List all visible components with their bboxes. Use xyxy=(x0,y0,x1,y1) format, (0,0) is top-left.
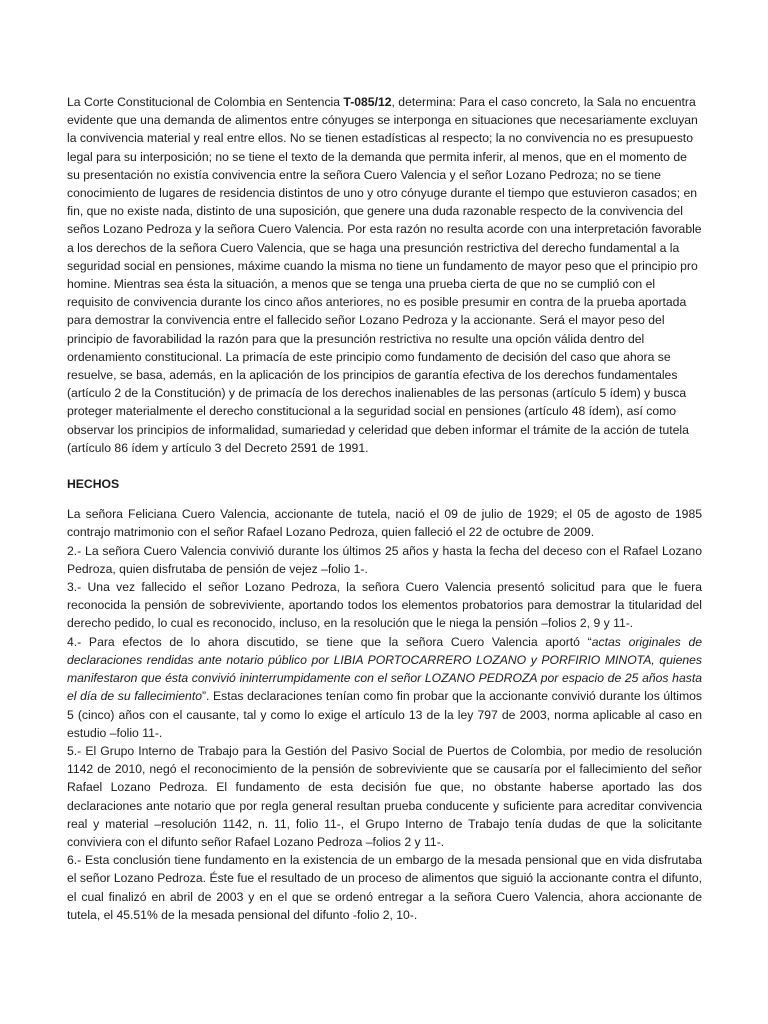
hecho-5: 5.- El Grupo Interno de Trabajo para la Gestión del Pasivo Social de Puertos de Colombia, por medio de resolución 1142 de 2010, negó el reconocimiento de la pensión de sobreviviente que se causaría por el fallecimiento del señor Rafael Lozano Pedroza. El fundamento de esta decisión fue que, no obstante haberse aportado las dos declaraciones ante notario que por regla general resultan prueba conducente y suficiente para acreditar convivencia real y material –resolución 1142, n. 11, folio 11-, el Grupo Interno de Trabajo tenía dudas de que la solicitante conviviera con el difunto señor Rafael Lozano Pedroza –folios 2 y 11-. xyxy=(67,743,702,849)
document-page xyxy=(67,93,702,924)
hecho-4-quote: actas originales de declaraciones rendidas ante notario público por LIBIA PORTOCARRERO LOZANO y PORFIRIO MINOTA, quienes manifestaron que ésta convivió ininterrumpidamente con el señor LOZANO PEDROZA por espacio de 25 años hasta el día de su fallecimiento xyxy=(67,634,702,704)
hecho-4 xyxy=(67,633,702,742)
hecho-4-rest: ”. Estas declaraciones tenían como fin probar que la accionante convivió durante los últimos 5 (cinco) años con el causante, tal y como lo exige el artículo 13 de la ley 797 de 2003, norma aplicable al caso en estudio –folio 11-. xyxy=(67,689,703,740)
sentence-reference: T-085/12 xyxy=(343,95,392,109)
hecho-6: 6.- Esta conclusión tiene fundamento en la existencia de un embargo de la mesada pensional que en vida disfrutaba el señor Lozano Pedroza. Éste fue el resultado de un proceso de alimentos que siguió la accionante contra el difunto, el cual finalizó en abril de 2003 y en el que se ordenó entregar a la señora Cuero Valencia, ahora accionante de tutela, el 45.51% de la mesada pensional del difunto -folio 2, 10-. xyxy=(67,853,702,922)
intro-paragraph xyxy=(67,93,702,457)
hecho-3: 3.- Una vez fallecido el señor Lozano Pedroza, la señora Cuero Valencia presentó solicitud para que le fuera reconocida la pensión de sobreviviente, aportando todos los elementos probatorios para demostrar la titularidad del derecho pedido, lo cual es reconocido, incluso, en la resolución que le niega la pensión –folios 2, 9 y 11-. xyxy=(67,580,702,631)
hecho-2: 2.- La señora Cuero Valencia convivió durante los últimos 25 años y hasta la fecha del deceso con el Rafael Lozano Pedroza, quien disfrutaba de pensión de vejez –folio 1-. xyxy=(67,543,702,576)
hechos-list xyxy=(67,505,702,924)
hecho-1: La señora Feliciana Cuero Valencia, accionante de tutela, nació el 09 de julio de 1929; el 05 de agosto de 1985 contrajo matrimonio con el señor Rafael Lozano Pedroza, quien falleció el 22 de octubre de 2009. xyxy=(67,507,702,540)
section-heading: HECHOS xyxy=(67,477,120,492)
intro-body: , determina: Para el caso concreto, la Sala no encuentra evidente que una demanda de alimentos entre cónyuges se interponga en situaciones que necesariamente excluyan la convivencia material y real entre ellos. No se tienen estadísticas al respecto; la no convivencia no es presupuesto legal para su interposición; no se tiene el texto de la demanda que permita inferir, al menos, que en el momento de su presentación no existía convivencia entre la señora Cuero Valencia y el señor Lozano Pedroza; no se tiene conocimiento de lugares de residencia distintos de uno y otro cónyuge durante el tiempo que estuvieron casados; en fin, que no existe nada, distinto de una suposición, que genere una duda razonable respecto de la convivencia del seños Lozano Pedroza y la señora Cuero Valencia. Por esta razón no resulta acorde con una interpretación favorable a los derechos de la señora Cuero Valencia, que se haga una presunción restrictiva del derecho fundamental a la seguridad social en pensiones, máxime cuando la misma no tiene un fundamento de mayor peso que el principio pro homine. Mientras sea ésta la situación, a menos que se tenga una prueba cierta de que no se cumplió con el requisito de convivencia durante los cinco años anteriores, no es posible presumir en contra de la prueba aportada para demostrar la convivencia entre el fallecido señor Lozano Pedroza y la accionante. Será el mayor peso del principio de favorabilidad la razón para que la presunción restrictiva no resulte una opción válida dentro del ordenamiento constitucional. La primacía de este principio como fundamento de decisión del caso que ahora se resuelve, se basa, además, en la aplicación de los principios de garantía efectiva de los derechos fundamentales (artículo 2 de la Constitución) y de primacía de los derechos inalienables de las personas (artículo 5 ídem) y busca proteger materialmente el derecho constitucional a la seguridad social en pensiones (artículo 48 ídem), así como observar los principios de informalidad, sumariedad y celeridad que deben informar el trámite de la acción de tutela (artículo 86 ídem y artículo 3 del Decreto 2591 de 1991. xyxy=(67,95,702,455)
hecho-4-lead: 4.- Para efectos de lo ahora discutido, se tiene que la señora Cuero Valencia aportó “ xyxy=(67,634,592,649)
intro-lead: La Corte Constitucional de Colombia en Sentencia xyxy=(67,95,344,109)
